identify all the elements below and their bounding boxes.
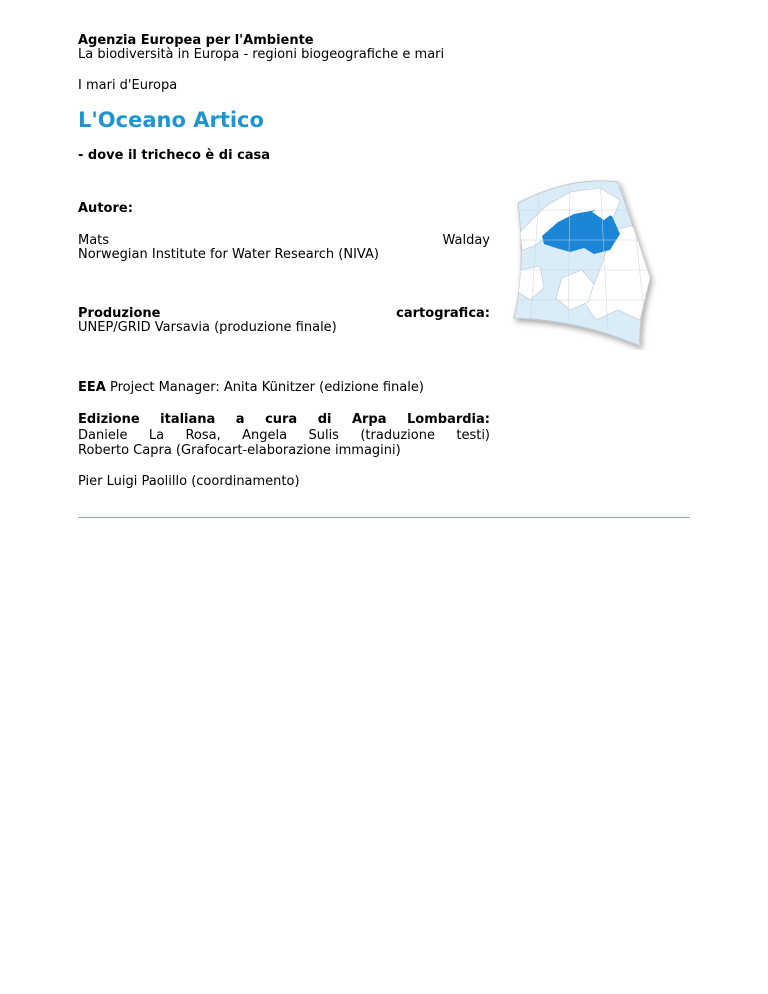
author-institute: Norwegian Institute for Water Research (NIVA) [78,247,379,262]
italian-edition-heading [78,412,490,428]
word: Arpa [351,412,387,427]
word: Daniele [78,428,128,443]
word: Lombardia: [407,412,490,427]
horizontal-divider [78,517,690,518]
section-title: I mari d'Europa [78,78,178,93]
author-first-name: Mats [78,233,110,248]
eea-label: EEA [78,380,106,395]
word: a [235,412,245,427]
word: italiana [160,412,216,427]
word: di [317,412,332,427]
word: La [148,428,165,443]
author-heading: Autore: [78,201,133,216]
production-value: UNEP/GRID Varsavia (produzione finale) [78,320,337,335]
word: testi) [456,428,491,443]
production-heading-2: cartografica: [396,306,490,321]
page-title: L'Oceano Artico [78,108,264,132]
production-heading-1: Produzione [78,306,161,321]
author-last-name: Walday [442,233,490,248]
word: Sulis [308,428,339,443]
eea-line [78,380,424,396]
italian-edition-coordination: Pier Luigi Paolillo (coordinamento) [78,474,300,489]
word: (traduzione [360,428,435,443]
eea-text: Project Manager: Anita Künitzer (edizione finale) [105,380,424,395]
word: Rosa, [185,428,221,443]
page-subtitle: - dove il tricheco è di casa [78,148,271,163]
word: Angela [242,428,288,443]
word: Edizione [78,412,140,427]
word: cura [265,412,298,427]
italian-edition-images: Roberto Capra (Grafocart-elaborazione immagini) [78,443,401,458]
series-title: La biodiversità in Europa - regioni biogeografiche e mari [78,47,445,62]
agency-name: Agenzia Europea per l'Ambiente [78,33,314,48]
arctic-ocean-map-icon [500,170,680,350]
italian-edition-translators [78,428,490,444]
